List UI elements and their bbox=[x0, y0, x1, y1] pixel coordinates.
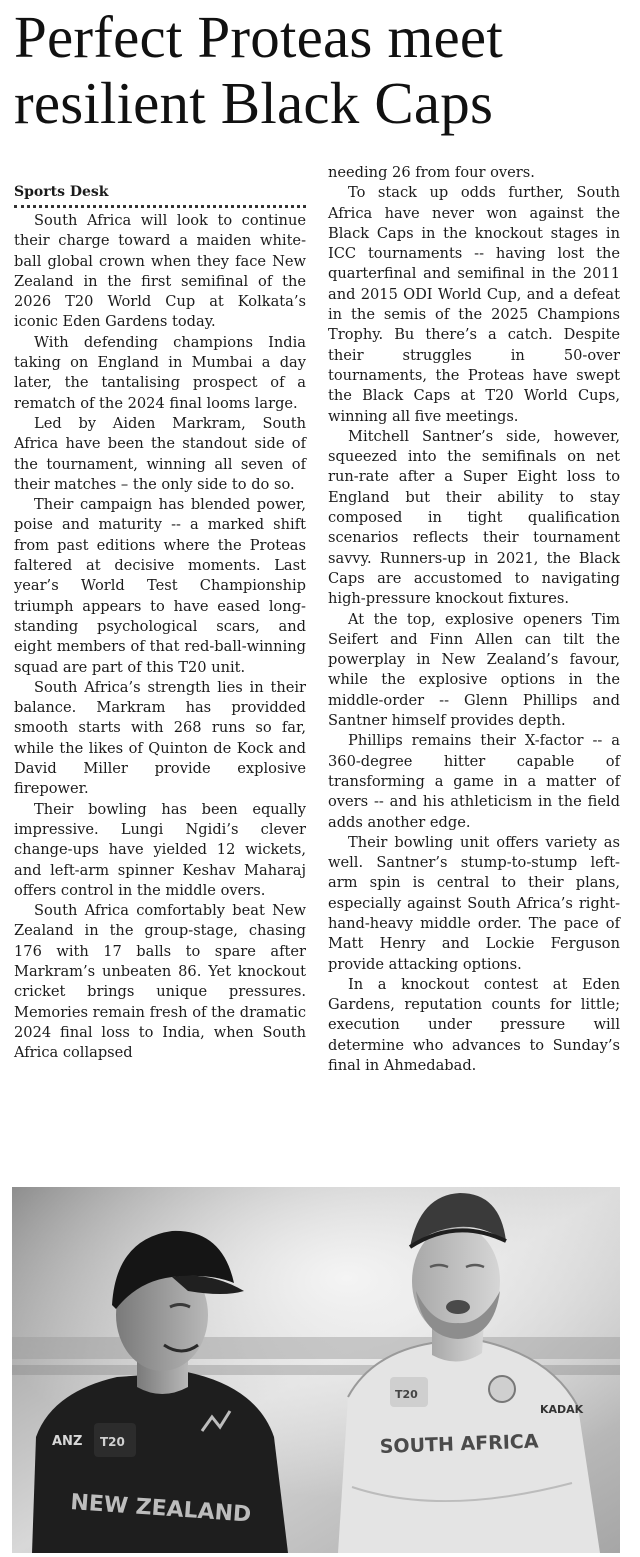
paragraph: Their bowling has been equally impressive. Lungi Ngidi’s clever change-ups have yielded 12 wickets, and left-arm spinner Keshav Maharaj offers control in the middle overs. bbox=[14, 800, 306, 899]
world-cup-badge-left: T20 bbox=[100, 1435, 125, 1449]
captains-photo bbox=[12, 1187, 620, 1553]
paragraph: Led by Aiden Markram, South Africa have been the standout side of the tournament, winning all seven of their matches – the only side to do so. bbox=[14, 414, 306, 493]
jersey-sponsor-left: ANZ bbox=[52, 1434, 83, 1449]
byline: Sports Desk bbox=[14, 182, 306, 208]
paragraph: South Africa will look to continue their charge toward a maiden white-ball global crown when they face New Zealand in the first semifinal of the 2026 T20 World Cup at Kolkata’s iconic Eden Gardens today. bbox=[14, 212, 306, 331]
paragraph: In a knockout contest at Eden Gardens, reputation counts for little; execution under pressure will determine who advances to Sunday’s final in Ahmedabad. bbox=[328, 975, 620, 1075]
paragraph: With defending champions India taking on England in Mumbai a day later, the tantalising prospect of a rematch of the 2024 final looms large. bbox=[14, 333, 306, 412]
paragraph: To stack up odds further, South Africa have never won against the Black Caps in the knockout stages in ICC tournaments -- having lost the quarterfinal and semifinal in the 2011 and 2015 ODI World Cup, and a defeat in the semis of the 2025 Champions Trophy. Bu there’s a catch. Despite their struggles in 50-over tournaments, the Proteas have swept the Black Caps at T20 World Cups, winning all five meetings. bbox=[328, 184, 620, 425]
jersey-text-right: SOUTH AFRICA bbox=[379, 1430, 539, 1458]
article-column-left bbox=[14, 182, 306, 1063]
paragraph: Their campaign has blended power, poise and maturity -- a marked shift from past editions where the Proteas faltered at decisive moments. Last year’s World Test Championship triumph appears to have eased long-standing psychological scars, and eight members of that red-ball-winning squad are part of this T20 unit. bbox=[14, 496, 306, 676]
jersey-text-left: NEW ZEALAND bbox=[69, 1490, 252, 1528]
paragraph: South Africa comfortably beat New Zealand in the group-stage, chasing 176 with 17 balls to spare after Markram’s unbeaten 86. Yet knockout cricket brings unique pressures. Memories remain fresh of the dramatic 2024 final loss to India, when South Africa collapsed bbox=[14, 902, 306, 1062]
paragraph: Phillips remains their X-factor -- a 360-degree hitter capable of transforming a game in a matter of overs -- and his athleticism in the field adds another edge. bbox=[328, 732, 620, 831]
article-column-right bbox=[328, 163, 620, 1076]
paragraph: Their bowling unit offers variety as well. Santner’s stump-to-stump left-arm spin is central to their plans, especially against South Africa’s right-hand-heavy middle order. The pace of Matt Henry and Lockie Ferguson provide attacking options. bbox=[328, 833, 620, 973]
paragraph: At the top, explosive openers Tim Seifert and Finn Allen can tilt the powerplay in New Zealand’s favour, while the explosive options in the middle-order -- Glenn Phillips and Santner himself provides depth. bbox=[328, 610, 620, 730]
headline: Perfect Proteas meet resilient Black Caps bbox=[14, 4, 503, 136]
paragraph-continuation: needing 26 from four overs. bbox=[328, 164, 535, 181]
paragraph: Mitchell Santner’s side, however, squeezed into the semifinals on net run-rate after a Super Eight loss to England but their ability to stay composed in tight qualification scenarios reflects their tournament savvy. Runners-up in 2021, the Black Caps are accustomed to navigating high-pressure knockout fixtures. bbox=[328, 427, 620, 608]
world-cup-badge-right: T20 bbox=[395, 1388, 418, 1401]
jersey-sponsor-right: KADAK bbox=[540, 1403, 584, 1416]
paragraph: South Africa’s strength lies in their balance. Markram has providded smooth starts with 268 runs so far, while the likes of Quinton de Kock and David Miller provide explosive firepower. bbox=[14, 678, 306, 798]
